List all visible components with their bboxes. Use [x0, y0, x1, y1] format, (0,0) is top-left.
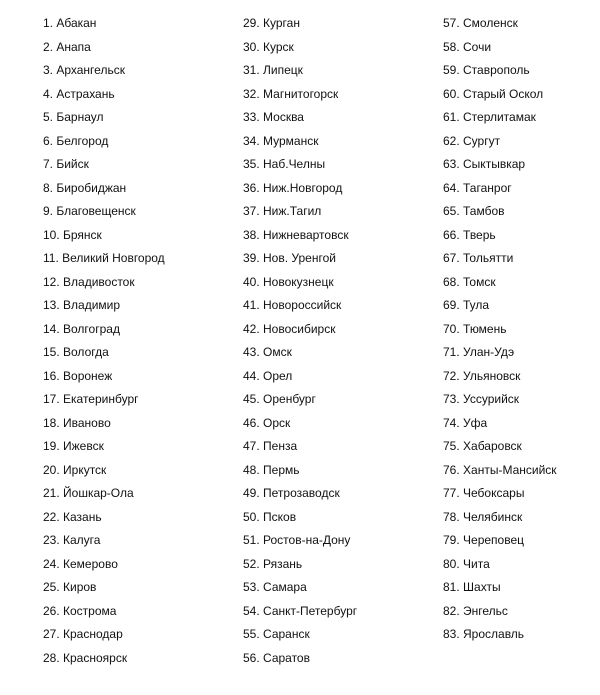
city-list-item: 68. Томск — [443, 274, 496, 289]
city-list-item: 71. Улан-Удэ — [443, 345, 515, 359]
city-list-item: 73. Уссурийск — [443, 392, 520, 406]
city-list-item: 5. Барнаул — [43, 110, 104, 124]
city-list-item: 39. Нов. Уренгой — [243, 251, 336, 265]
city-list-item: 33. Москва — [243, 110, 304, 124]
city-list-item: 18. Иваново — [43, 415, 111, 430]
city-list-item: 17. Екатеринбург — [43, 392, 139, 406]
city-list-item: 22. Казань — [43, 509, 102, 524]
city-list-item: 32. Магнитогорск — [243, 86, 339, 101]
city-list-item: 10. Брянск — [43, 227, 102, 242]
city-list-item: 34. Мурманск — [243, 133, 319, 148]
city-list-item: 26. Кострома — [43, 603, 117, 618]
city-list-item: 74. Уфа — [443, 415, 488, 430]
city-list-item: 82. Энгельс — [443, 603, 508, 618]
city-list-item: 63. Сыктывкар — [443, 157, 526, 171]
city-list-item: 80. Чита — [443, 556, 490, 571]
city-list-item: 64. Таганрог — [443, 180, 512, 195]
city-list-item: 6. Белгород — [43, 133, 109, 148]
city-list-column-1 — [43, 14, 165, 672]
city-list-item: 46. Орск — [243, 415, 291, 430]
city-list-item: 8. Биробиджан — [43, 180, 127, 195]
city-list-item: 67. Тольятти — [443, 251, 514, 265]
city-list-item: 44. Орел — [243, 368, 293, 383]
city-list-item: 14. Волгоград — [43, 321, 120, 336]
city-list-item: 58. Сочи — [443, 39, 492, 54]
city-list-item: 65. Тамбов — [443, 204, 505, 218]
city-list-item: 45. Оренбург — [243, 392, 316, 406]
city-list-item: 61. Стерлитамак — [443, 110, 536, 124]
city-list-item: 30. Курск — [243, 39, 294, 54]
city-list-item: 52. Рязань — [243, 556, 303, 571]
city-list-item: 78. Челябинск — [443, 509, 523, 524]
city-list-item: 56. Саратов — [243, 650, 310, 665]
city-list-item: 40. Новокузнецк — [243, 274, 334, 289]
city-list-item: 35. Наб.Челны — [243, 157, 326, 171]
city-list-item: 51. Ростов-на-Дону — [243, 533, 351, 547]
city-list-item: 81. Шахты — [443, 580, 501, 594]
city-list-item: 69. Тула — [443, 298, 490, 312]
city-list-item: 37. Ниж.Тагил — [243, 204, 322, 218]
city-list-item: 60. Старый Оскол — [443, 86, 544, 101]
city-list-item: 20. Иркутск — [43, 462, 107, 477]
city-list-item: 79. Череповец — [443, 533, 524, 547]
city-list-item: 9. Благовещенск — [43, 204, 136, 218]
city-list-item: 49. Петрозаводск — [243, 486, 340, 500]
city-list-item: 16. Воронеж — [43, 368, 113, 383]
city-list-item: 23. Калуга — [43, 533, 101, 547]
city-list-item: 77. Чебоксары — [443, 486, 525, 500]
city-list-item: 62. Сургут — [443, 133, 501, 148]
city-list-item: 12. Владивосток — [43, 274, 135, 289]
city-list-item: 70. Тюмень — [443, 321, 507, 336]
city-list-item: 28. Красноярск — [43, 650, 128, 665]
city-list-item: 47. Пенза — [243, 439, 298, 453]
city-list-item: 7. Бийск — [43, 157, 89, 171]
city-list-item: 54. Санкт-Петербург — [243, 603, 358, 618]
city-list-item: 42. Новосибирск — [243, 321, 336, 336]
city-list-item: 53. Самара — [243, 580, 307, 594]
city-list-item: 38. Нижневартовск — [243, 227, 349, 242]
city-list-item: 36. Ниж.Новгород — [243, 180, 343, 195]
city-list-item: 50. Псков — [243, 509, 297, 524]
city-list-item: 75. Хабаровск — [443, 439, 522, 453]
city-list-item: 76. Ханты-Мансийск — [443, 462, 557, 477]
city-list-item: 66. Тверь — [443, 227, 496, 242]
city-list-item: 55. Саранск — [243, 627, 310, 641]
city-list-item: 43. Омск — [243, 345, 292, 359]
city-list-item: 1. Абакан — [43, 16, 97, 30]
city-list-item: 25. Киров — [43, 580, 97, 594]
city-list-item: 4. Астрахань — [43, 86, 115, 101]
city-list-column-2 — [243, 14, 357, 672]
city-list-item: 83. Ярославль — [443, 627, 525, 641]
city-list-item: 27. Краснодар — [43, 627, 123, 641]
city-list-item: 19. Ижевск — [43, 439, 104, 453]
city-list-item: 29. Курган — [243, 16, 300, 30]
city-list-item: 72. Ульяновск — [443, 368, 521, 383]
city-list-item: 48. Пермь — [243, 462, 300, 477]
city-list-item: 11. Великий Новгород — [43, 251, 165, 265]
city-list-item: 59. Ставрополь — [443, 63, 530, 77]
city-list-item: 41. Новороссийск — [243, 298, 342, 312]
city-list-item: 13. Владимир — [43, 298, 121, 312]
city-list-item: 21. Йошкар-Ола — [43, 486, 134, 500]
city-list-column-3 — [443, 14, 557, 649]
city-list-item: 24. Кемерово — [43, 556, 118, 571]
city-list-item: 31. Липецк — [243, 63, 303, 77]
city-list-item: 15. Вологда — [43, 345, 109, 359]
city-list-item: 2. Анапа — [43, 39, 91, 54]
city-list-item: 57. Смоленск — [443, 16, 518, 30]
city-list-item: 3. Архангельск — [43, 63, 125, 77]
